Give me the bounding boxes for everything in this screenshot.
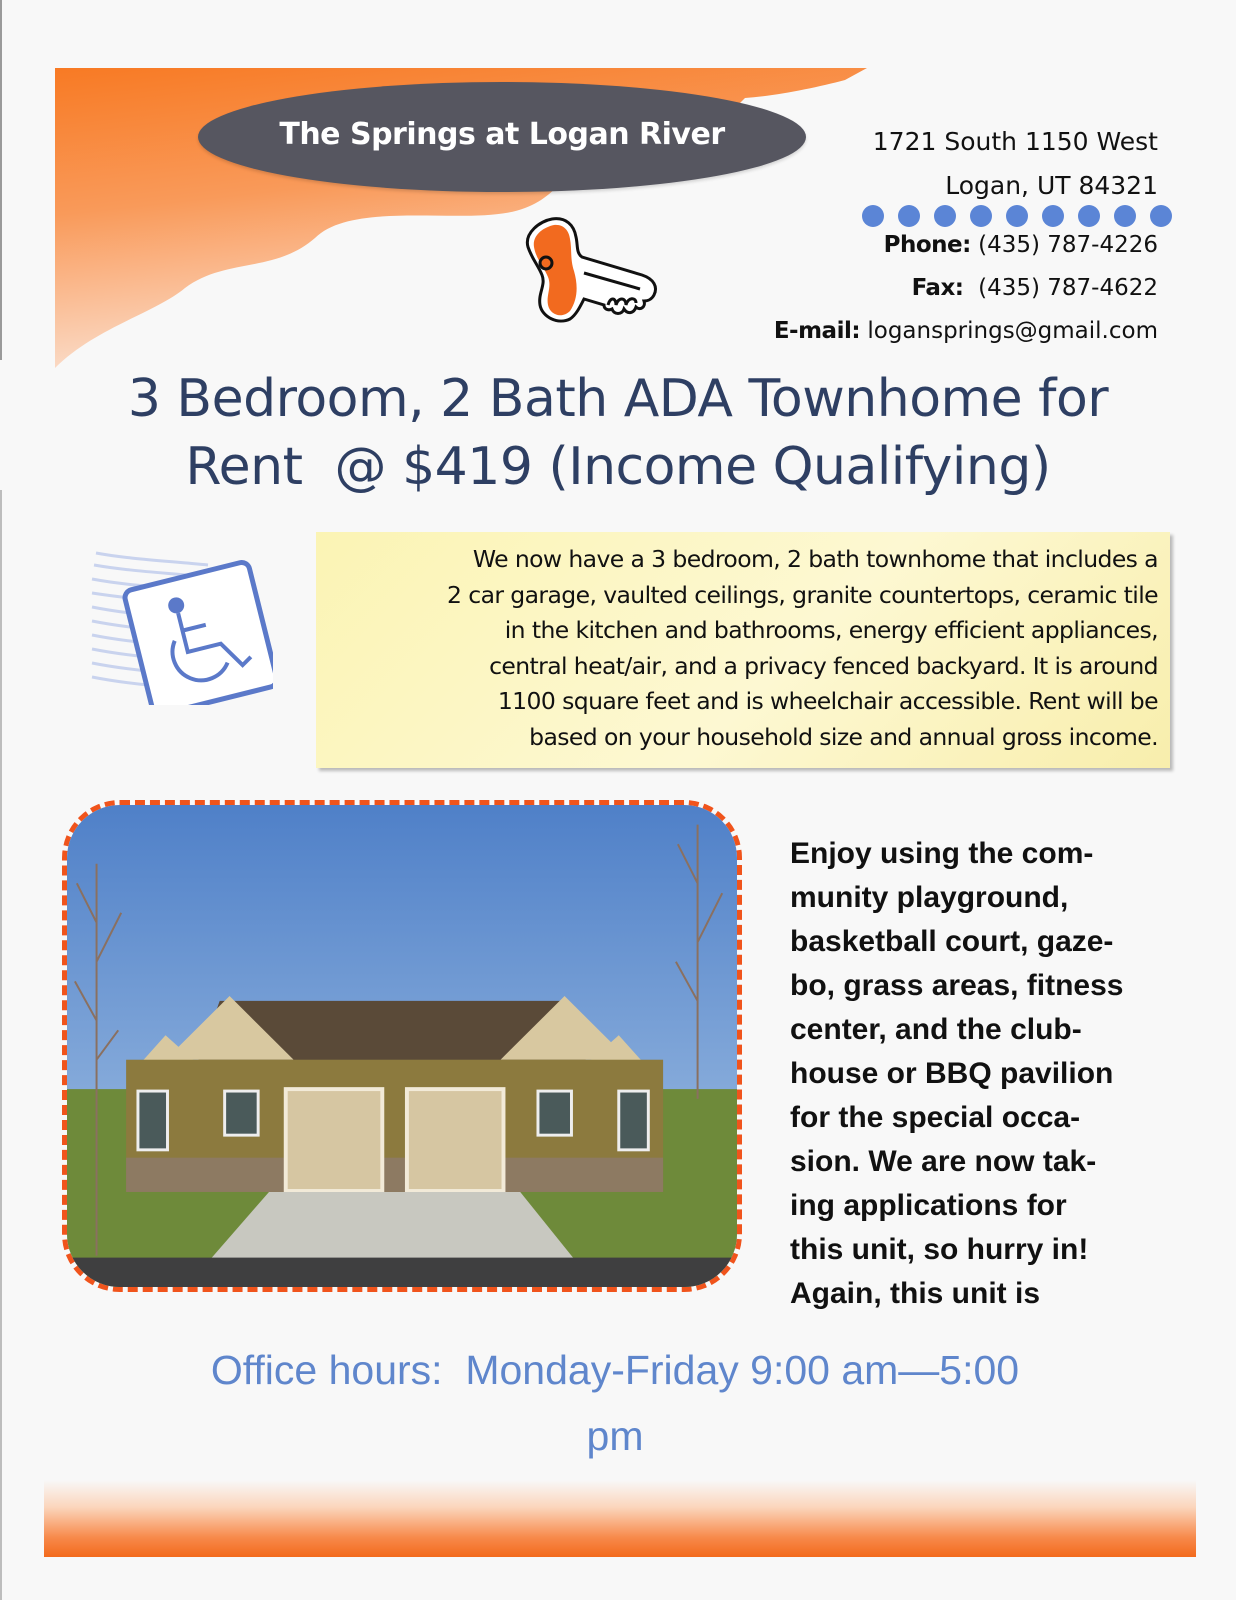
divider-dot [1114,205,1136,227]
divider-dot [1006,205,1028,227]
page-edge-line [0,0,2,360]
divider-dot [1042,205,1064,227]
fax-number: (435) 787-4622 [978,275,1158,301]
townhome-photo-frame [62,800,742,1292]
office-hours-line-2: pm [586,1413,644,1459]
headline-line-2: Rent @ $419 (Income Qualifying) [185,437,1051,497]
phone-number[interactable]: (435) 787-4226 [978,232,1158,258]
phone-label: Phone: [883,232,971,258]
office-hours [100,1337,1130,1469]
divider-dot [934,205,956,227]
description-box [316,532,1170,768]
address-line-1: 1721 South 1150 West [872,127,1158,156]
amenities-line: basketball court, gaze- [790,925,1114,958]
office-hours-line-1: Office hours: Monday-Friday 9:00 am—5:00 [210,1347,1020,1393]
wheelchair-accessible-icon [88,545,273,705]
headline-line-1: 3 Bedroom, 2 Bath ADA Townhome for [127,369,1109,429]
amenities-text [790,832,1150,1316]
amenities-line: munity playground, [790,881,1069,914]
fax-label: Fax: [911,275,964,301]
description-line: based on your household size and annual gross income. [529,722,1158,751]
amenities-line: for the special occa- [790,1101,1081,1134]
property-name-banner [198,82,806,192]
divider-dot [1078,205,1100,227]
dotted-divider [862,205,1172,227]
amenities-line: bo, grass areas, fitness [790,969,1124,1002]
description-line: We now have a 3 bedroom, 2 bath townhome that includes a [472,545,1158,573]
description-line: in the kitchen and bathrooms, energy efficient appliances, [504,616,1158,644]
amenities-line: Enjoy using the com- [790,837,1094,870]
divider-dot [898,205,920,227]
divider-dot [1150,205,1172,227]
email-row [774,318,1158,344]
phone-row [884,232,1158,258]
amenities-line: house or BBQ pavilion [790,1057,1114,1090]
email-label: E-mail: [773,318,861,344]
listing-headline [60,365,1176,501]
amenities-line: ing applications for [790,1189,1067,1222]
description-line: 2 car garage, vaulted ceilings, granite countertops, ceramic tile [447,580,1158,609]
address-block [873,120,1158,208]
amenities-line: center, and the club- [790,1013,1082,1046]
divider-dot [970,205,992,227]
property-name: The Springs at Logan River [279,116,725,152]
description-line: central heat/air, and a privacy fenced backyard. It is around [489,651,1158,680]
page-edge-line [0,490,2,1600]
email-address[interactable]: logansprings@gmail.com [867,318,1158,344]
key-icon [522,215,672,325]
divider-dot [862,205,884,227]
address-line-2: Logan, UT 84321 [945,171,1158,200]
footer-orange-band [44,1480,1196,1557]
amenities-line: this unit, so hurry in! [790,1233,1089,1266]
amenities-line: Again, this unit is [790,1277,1041,1310]
townhome-exterior-photo [67,805,737,1287]
description-line: 1100 square feet and is wheelchair accessible. Rent will be [497,687,1158,715]
amenities-line: sion. We are now tak- [790,1145,1097,1178]
fax-row [912,275,1158,301]
